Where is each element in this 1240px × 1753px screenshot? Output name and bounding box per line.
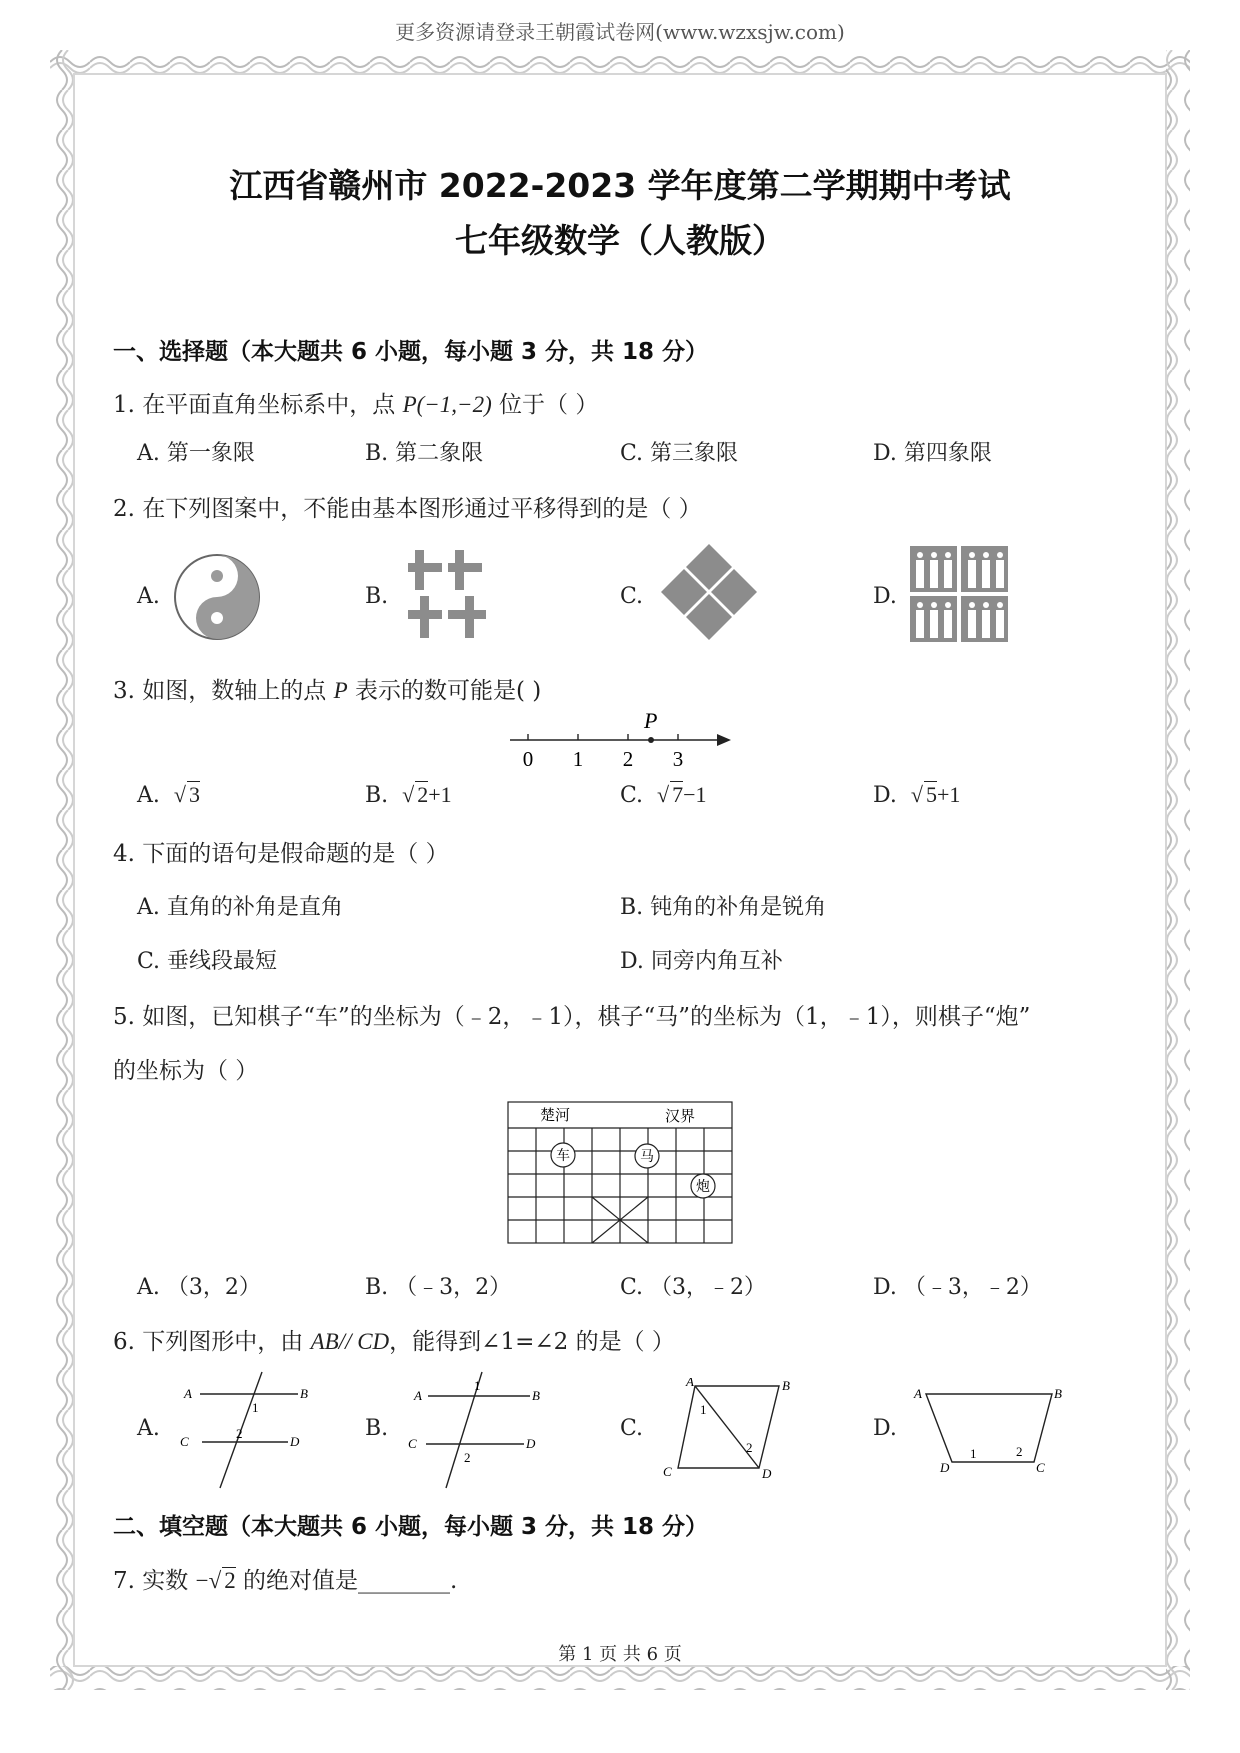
fig-b-label-c: C bbox=[408, 1436, 417, 1451]
exam-subtitle: 七年级数学（人教版） bbox=[455, 221, 785, 260]
question-3 bbox=[113, 672, 541, 705]
page-number: 第 1 页 共 6 页 bbox=[558, 1644, 682, 1665]
fig-b-angle-1: 1 bbox=[474, 1378, 481, 1393]
fig-a-angle-1: 1 bbox=[252, 1400, 259, 1415]
q3-option-b-suffix: +1 bbox=[428, 782, 452, 807]
fig-d-angle-2: 2 bbox=[1016, 1444, 1023, 1459]
q3-option-c-suffix: −1 bbox=[683, 782, 707, 807]
q3-option-d-suffix: +1 bbox=[936, 782, 961, 807]
q4-option-a[interactable]: A. 直角的补角是直角 bbox=[137, 895, 343, 920]
yin-yang-figure bbox=[172, 552, 262, 642]
fig-c-label-c: C bbox=[663, 1464, 672, 1479]
q3-option-c-radicand: 7 bbox=[672, 782, 684, 807]
fig-b-label-d: D bbox=[526, 1436, 536, 1451]
q3-option-a[interactable]: A. √ 3 bbox=[137, 782, 200, 808]
question-1 bbox=[113, 386, 598, 419]
q3-option-d-label: D. bbox=[873, 783, 897, 808]
fig-b-angle-2: 2 bbox=[464, 1450, 471, 1465]
q1-option-d[interactable]: D. 第四象限 bbox=[873, 441, 992, 466]
question-1-pre: 1. 在平面直角坐标系中，点 bbox=[113, 392, 403, 418]
tick-label-0: 0 bbox=[522, 747, 534, 771]
fig-c-label-b: B bbox=[782, 1378, 790, 1393]
q2-option-d-label[interactable]: D. bbox=[873, 584, 897, 609]
q5-option-a[interactable]: A. （3，2） bbox=[137, 1275, 261, 1300]
question-6-pre: 6. 下列图形中，由 bbox=[113, 1329, 311, 1355]
diamonds-figure bbox=[656, 542, 762, 646]
tick-label-2: 2 bbox=[622, 747, 634, 771]
question-1-point: P(−1,−2) bbox=[402, 392, 492, 417]
fig-d-label-b: B bbox=[1054, 1386, 1062, 1401]
q4-option-d[interactable]: D. 同旁内角互补 bbox=[620, 949, 783, 974]
question-5-line-1: 5. 如图，已知棋子“车”的坐标为（﹣2，﹣1），棋子“马”的坐标为（1，﹣1），则棋子“炮” bbox=[113, 1004, 1031, 1030]
fig-b-label-b: B bbox=[532, 1388, 540, 1403]
fig-a-angle-2: 2 bbox=[236, 1426, 243, 1441]
q1-option-a[interactable]: A. 第一象限 bbox=[137, 441, 255, 466]
section-2-heading: 二、填空题（本大题共 6 小题，每小题 3 分，共 18 分） bbox=[113, 1514, 709, 1540]
question-5-line-2: 的坐标为（ ） bbox=[113, 1058, 259, 1084]
q6-option-d-label[interactable]: D. bbox=[873, 1416, 897, 1441]
q5-option-c[interactable]: C. （3，﹣2） bbox=[620, 1275, 767, 1300]
fig-a-label-d: D bbox=[290, 1434, 300, 1449]
point-p-dot bbox=[648, 737, 654, 743]
question-7-post: 的绝对值是________. bbox=[235, 1568, 458, 1594]
q5-option-b[interactable]: B. （﹣3，2） bbox=[365, 1275, 512, 1300]
fig-a-label-c: C bbox=[180, 1434, 189, 1449]
fig-d-angle-1: 1 bbox=[970, 1446, 977, 1461]
board-right-label: 汉界 bbox=[665, 1109, 696, 1125]
blocks-figure bbox=[910, 546, 1008, 642]
question-7-pre: 7. 实数 bbox=[113, 1568, 196, 1594]
question-6-post: ，能得到∠1=∠2 的是（ ） bbox=[389, 1329, 675, 1355]
board-left-label: 楚河 bbox=[540, 1108, 571, 1124]
q1-option-c[interactable]: C. 第三象限 bbox=[620, 441, 739, 466]
q3-option-a-radicand: 3 bbox=[188, 782, 200, 807]
watermark-text: 更多资源请登录王朝霞试卷网(www.wzxsjw.com) bbox=[395, 20, 845, 44]
tick-label-1: 1 bbox=[572, 747, 584, 771]
tick-label-3: 3 bbox=[672, 747, 684, 771]
fig-a-label-a: A bbox=[184, 1386, 192, 1401]
q3-option-b[interactable]: B. √ 2+1 bbox=[365, 782, 452, 808]
section-1-heading: 一、选择题（本大题共 6 小题，每小题 3 分，共 18 分） bbox=[113, 339, 709, 365]
parallel-lines-figure-a bbox=[180, 1370, 320, 1490]
q3-option-c-label: C. bbox=[620, 783, 644, 808]
fig-c-label-a: A bbox=[686, 1378, 694, 1389]
q6-option-a-label[interactable]: A. bbox=[137, 1416, 160, 1441]
fig-d-label-d: D bbox=[940, 1460, 950, 1474]
question-7: 7. 实数 −√ 2 的绝对值是________. bbox=[113, 1568, 458, 1594]
question-3-pre: 3. 如图，数轴上的点 bbox=[113, 678, 334, 704]
fig-a-label-b: B bbox=[300, 1386, 308, 1401]
q4-option-b[interactable]: B. 钝角的补角是锐角 bbox=[620, 895, 827, 920]
crosses-figure bbox=[402, 548, 492, 640]
parallelogram-figure-c bbox=[658, 1378, 798, 1480]
chess-board-figure bbox=[506, 1100, 734, 1246]
q2-option-a-label[interactable]: A. bbox=[137, 584, 160, 609]
question-3-var: P bbox=[333, 678, 348, 703]
q1-option-b[interactable]: B. 第二象限 bbox=[365, 441, 484, 466]
q3-option-a-label: A. bbox=[137, 783, 160, 808]
question-1-post: 位于（ ） bbox=[491, 392, 599, 418]
trapezoid-figure-d bbox=[912, 1384, 1072, 1474]
q6-option-b-label[interactable]: B. bbox=[365, 1416, 389, 1441]
fig-d-label-c: C bbox=[1036, 1460, 1045, 1474]
q3-option-d[interactable]: D. √ 5+1 bbox=[873, 782, 961, 808]
question-6 bbox=[113, 1323, 675, 1356]
q3-option-b-radicand: 2 bbox=[417, 782, 429, 807]
question-3-post: 表示的数可能是( ) bbox=[347, 678, 542, 704]
q4-option-c[interactable]: C. 垂线段最短 bbox=[137, 949, 278, 974]
fig-d-label-a: A bbox=[914, 1386, 922, 1401]
piece-pao-label: 炮 bbox=[696, 1180, 710, 1195]
q5-option-d[interactable]: D. （﹣3，﹣2） bbox=[873, 1275, 1042, 1300]
q3-option-c[interactable]: C. √ 7−1 bbox=[620, 782, 707, 808]
q3-option-d-radicand: 5 bbox=[925, 782, 937, 807]
fig-b-label-a: A bbox=[414, 1388, 422, 1403]
piece-ma-label: 马 bbox=[640, 1150, 654, 1165]
question-6-condition: AB// CD bbox=[310, 1329, 390, 1354]
fig-c-angle-2: 2 bbox=[746, 1440, 753, 1455]
number-line-figure bbox=[505, 706, 737, 772]
point-p-label: P bbox=[644, 708, 658, 733]
q3-option-b-label: B. bbox=[365, 783, 389, 808]
fig-c-label-d: D bbox=[762, 1466, 772, 1480]
piece-che-label: 车 bbox=[556, 1149, 570, 1164]
question-2: 2. 在下列图案中，不能由基本图形通过平移得到的是（ ） bbox=[113, 496, 702, 522]
question-7-radicand: 2 bbox=[224, 1568, 236, 1593]
question-7-minus: − bbox=[195, 1568, 209, 1593]
parallel-lines-figure-b bbox=[404, 1370, 554, 1490]
exam-title: 江西省赣州市 2022-2023 学年度第二学期期中考试 bbox=[229, 166, 1011, 205]
q2-option-b-label[interactable]: B. bbox=[365, 584, 389, 609]
fig-c-angle-1: 1 bbox=[700, 1402, 707, 1417]
q6-option-c-label[interactable]: C. bbox=[620, 1416, 644, 1441]
q2-option-c-label[interactable]: C. bbox=[620, 584, 644, 609]
question-4: 4. 下面的语句是假命题的是（ ） bbox=[113, 841, 449, 867]
